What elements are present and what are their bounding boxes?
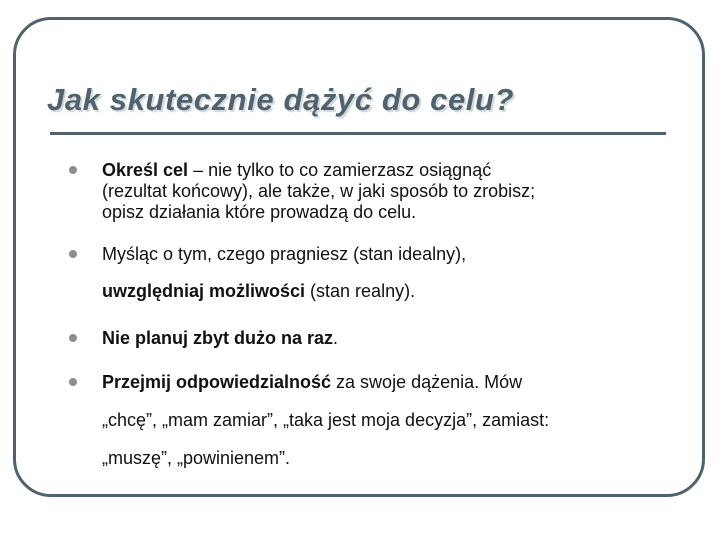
bullet-4-bold: Przejmij odpowiedzialność xyxy=(102,372,332,392)
bullet-1-line-2: (rezultat końcowy), ale także, w jaki sposób to zrobisz; xyxy=(102,181,536,201)
bullet-3-line-1-rest: . xyxy=(333,328,339,348)
bullet-4-line-1-rest: za swoje dążenia. Mów xyxy=(331,372,523,392)
bullet-4-line-1 xyxy=(102,371,522,393)
bullet-2-line-2 xyxy=(102,280,415,302)
bullet-3-line-1 xyxy=(102,327,338,349)
bullet-1-line-1-rest: – nie tylko to co zamierzasz osiągnąć xyxy=(188,160,492,180)
bullet-marker-4 xyxy=(69,378,77,386)
bullet-4-line-3: „muszę”, „powinienem”. xyxy=(102,448,291,468)
bullet-marker-1 xyxy=(69,166,77,174)
bullet-1-line-3: opisz działania które prowadzą do celu. xyxy=(102,202,417,222)
bullet-2-line-1: Myśląc o tym, czego pragniesz (stan idealny), xyxy=(102,244,467,264)
bullet-1-bold: Określ cel xyxy=(102,160,189,180)
bullet-3-bold: Nie planuj zbyt dużo na raz xyxy=(102,328,334,348)
bullet-marker-3 xyxy=(69,334,77,342)
bullet-2-line-2-rest: (stan realny). xyxy=(305,281,416,301)
bullet-2-bold: uwzględniaj możliwości xyxy=(102,281,306,301)
slide-title: Jak skutecznie dążyć do celu? xyxy=(47,82,515,117)
bullet-4-line-2: „chcę”, „mam zamiar”, „taka jest moja decyzja”, zamiast: xyxy=(102,410,550,430)
bullet-1-line-1 xyxy=(102,159,491,181)
bullet-marker-2 xyxy=(69,250,77,258)
